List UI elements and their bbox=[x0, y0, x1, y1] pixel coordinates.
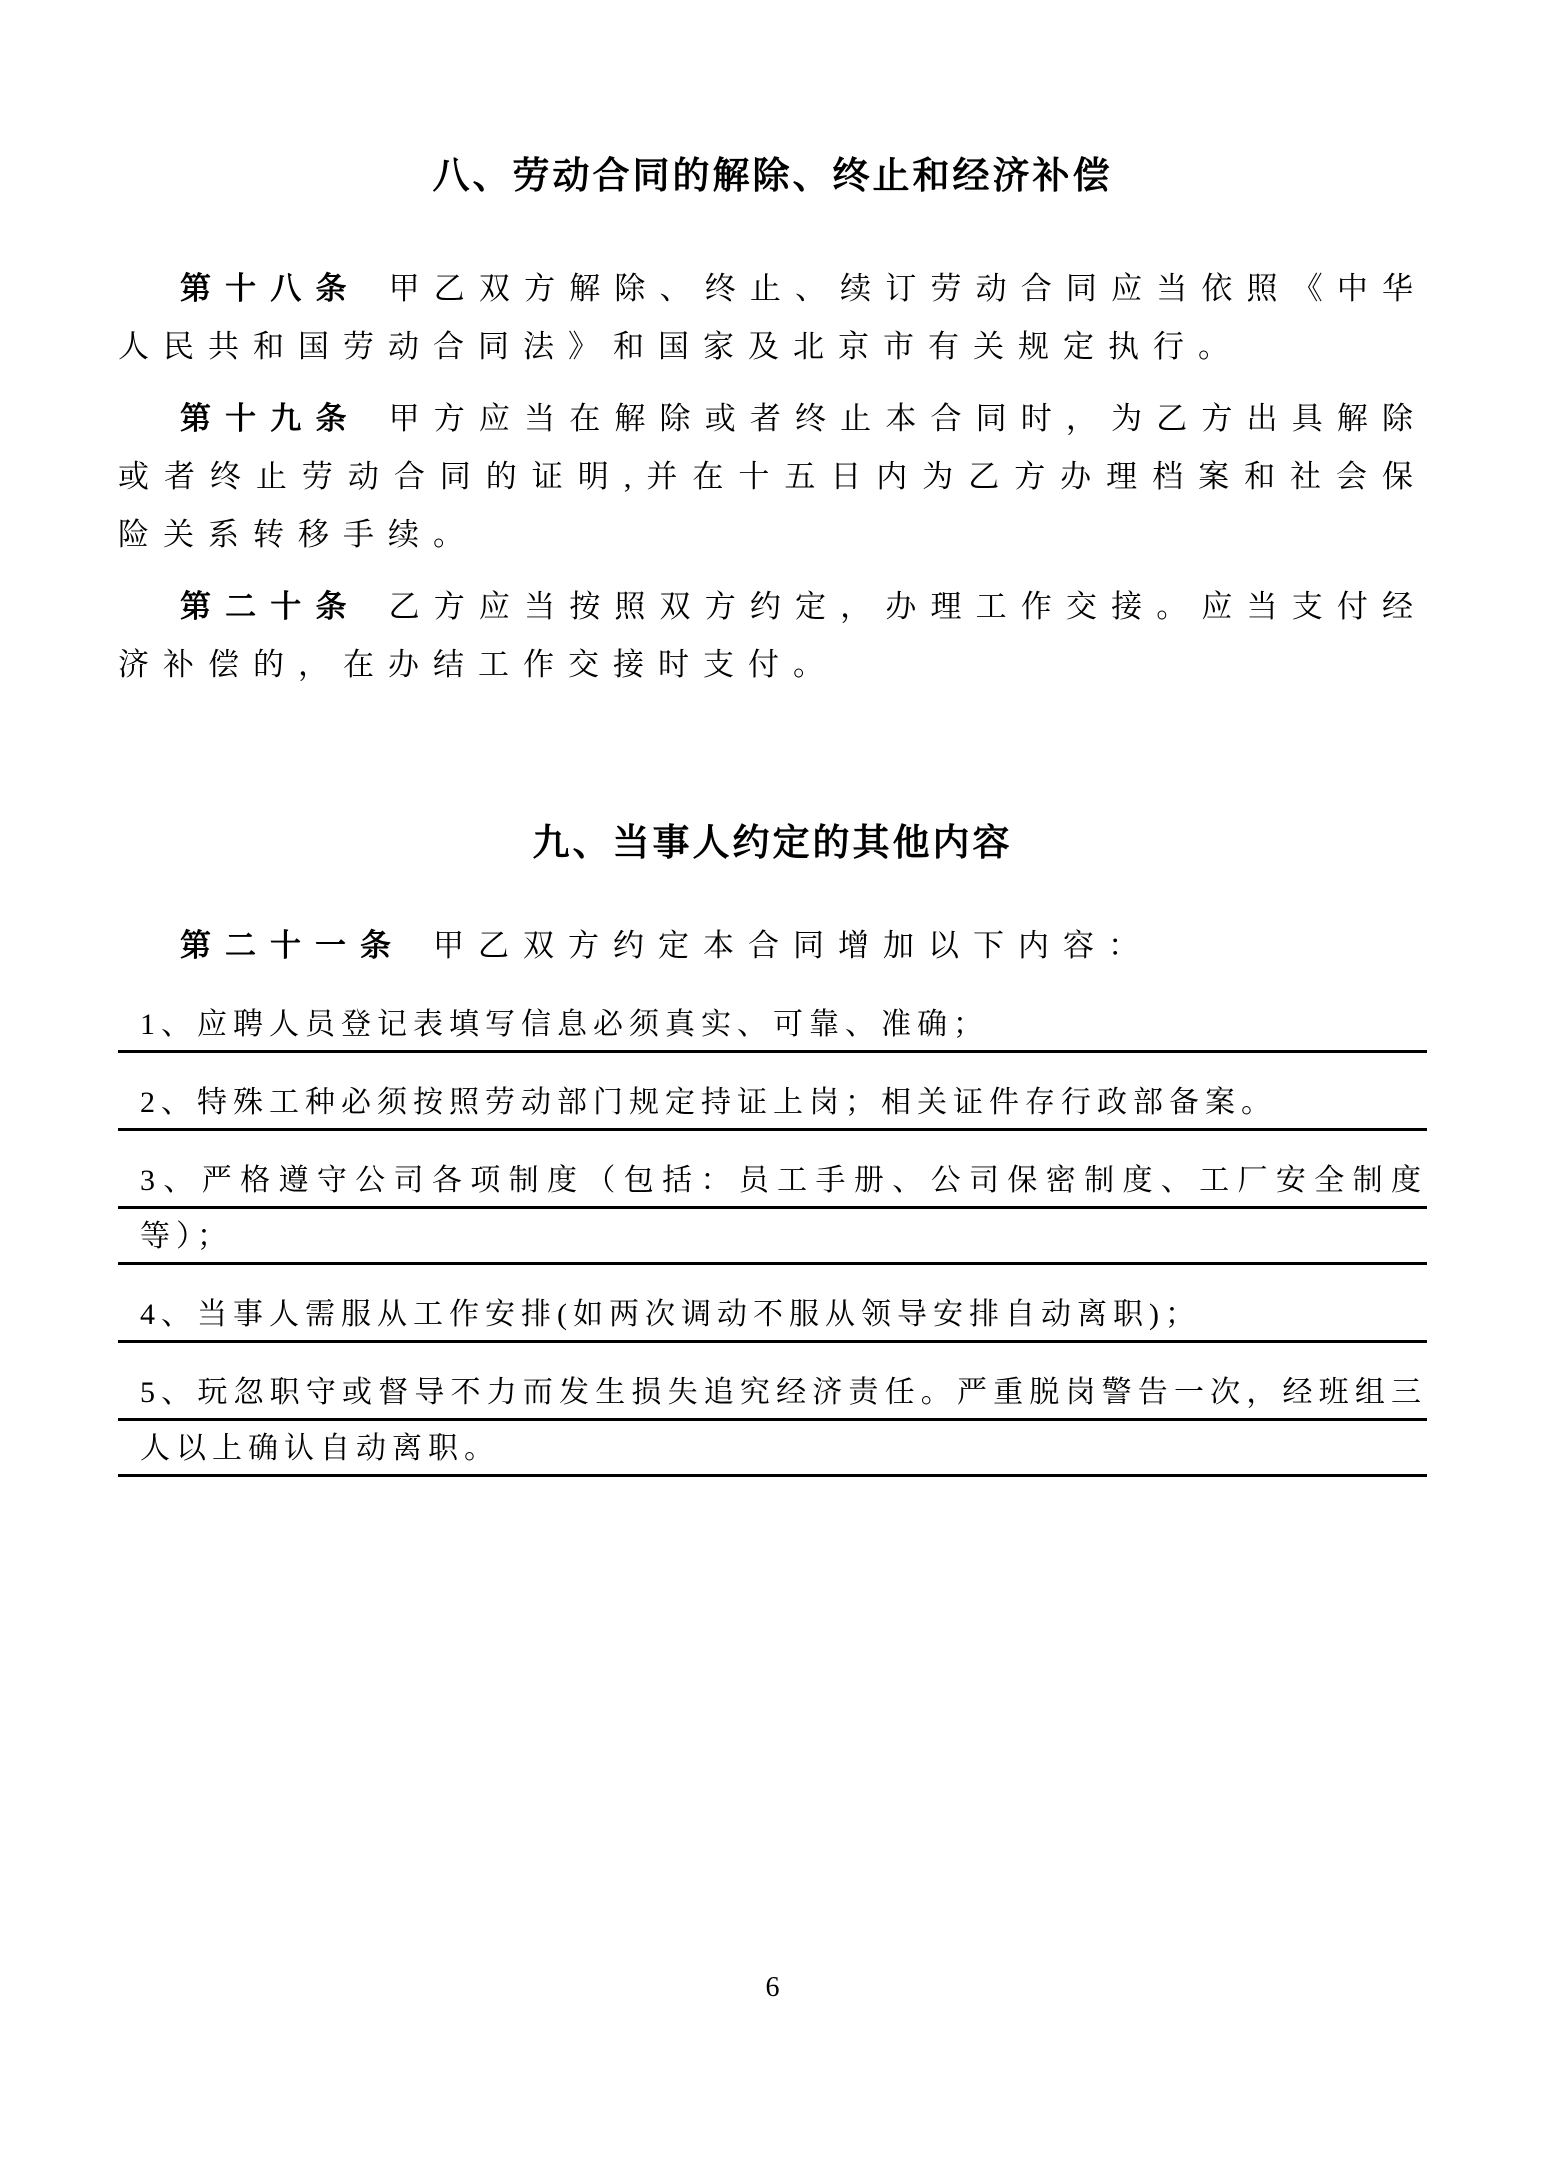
clause-19-term: 第十九条 bbox=[180, 401, 361, 436]
section-8-heading: 八、劳动合同的解除、终止和经济补偿 bbox=[432, 155, 1113, 196]
clause-18-term: 第十八条 bbox=[180, 271, 361, 306]
agreed-items-list bbox=[118, 997, 1427, 1477]
agreed-item-4: 4、当事人需服从工作安排(如两次调动不服从领导安排自动离职)； bbox=[118, 1287, 1427, 1343]
agreed-item-1: 1、应聘人员登记表填写信息必须真实、可靠、准确； bbox=[118, 997, 1427, 1053]
clause-21-term: 第二十一条 bbox=[180, 928, 405, 963]
clause-20-term: 第二十条 bbox=[180, 589, 361, 624]
clause-20 bbox=[118, 578, 1427, 694]
clause-20-text: 乙方应当按照双方约定，办理工作交接。应当支付经济补偿的，在办结工作交接时支付。 bbox=[118, 589, 1428, 682]
agreed-item-2: 2、特殊工种必须按照劳动部门规定持证上岗；相关证件存行政部备案。 bbox=[118, 1075, 1427, 1131]
clause-21 bbox=[118, 917, 1427, 975]
page-number: 6 bbox=[765, 1972, 780, 2003]
clause-19 bbox=[118, 390, 1427, 564]
clause-18-text: 甲乙双方解除、终止、续订劳动合同应当依照《中华人民共和国劳动合同法》和国家及北京市有关规定执行。 bbox=[118, 271, 1428, 364]
agreed-item-5: 5、玩忽职守或督导不力而发生损失追究经济责任。严重脱岗警告一次，经班组三人以上确认自动离职。 bbox=[118, 1365, 1427, 1477]
clause-19-text: 甲方应当在解除或者终止本合同时，为乙方出具解除或者终止劳动合同的证明,并在十五日内为乙方办理档案和社会保险关系转移手续。 bbox=[118, 401, 1428, 552]
section-9-heading: 九、当事人约定的其他内容 bbox=[532, 822, 1013, 863]
clause-18 bbox=[118, 260, 1427, 376]
agreed-item-3: 3、严格遵守公司各项制度（包括：员工手册、公司保密制度、工厂安全制度等）； bbox=[118, 1153, 1427, 1265]
clause-21-text: 甲乙双方约定本合同增加以下内容： bbox=[433, 928, 1153, 963]
